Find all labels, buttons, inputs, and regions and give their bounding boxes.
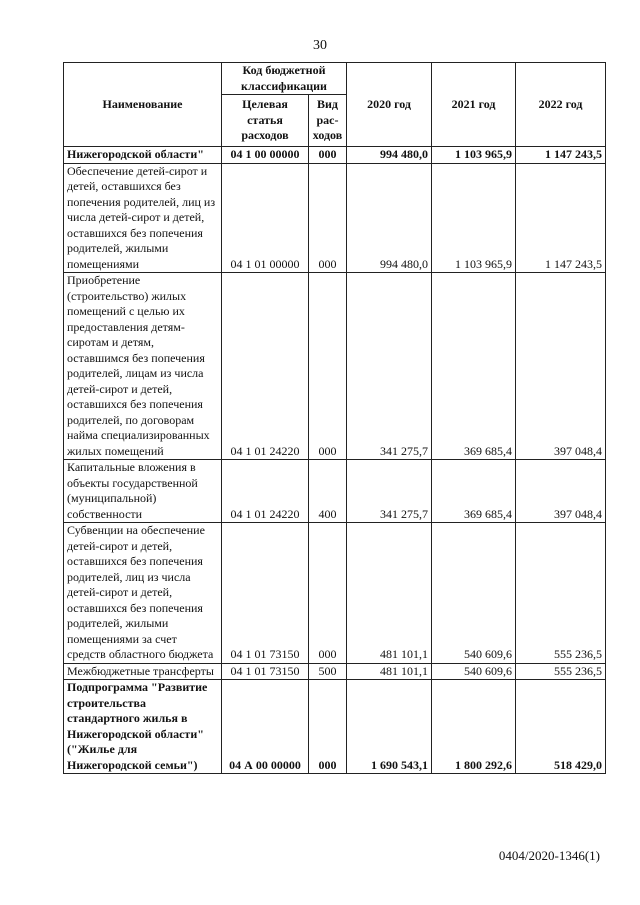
header-2021: 2021 год	[432, 63, 516, 147]
row-value-2020: 341 275,7	[347, 273, 432, 460]
header-2022: 2022 год	[516, 63, 606, 147]
table-row	[64, 147, 606, 164]
row-kind-code: 000	[309, 680, 347, 774]
row-name: Обеспечение детей-сирот и детей, оставшихся без попечения родителей, лиц из числа детей-сирот и детей, оставшихся без попечения родителей, жилыми помещениями	[64, 163, 222, 273]
row-value-2022: 555 236,5	[516, 523, 606, 664]
table-row	[64, 273, 606, 460]
row-value-2020: 341 275,7	[347, 460, 432, 523]
table-row	[64, 663, 606, 680]
row-value-2022: 397 048,4	[516, 460, 606, 523]
row-value-2022: 1 147 243,5	[516, 147, 606, 164]
row-value-2020: 994 480,0	[347, 163, 432, 273]
row-value-2021: 1 103 965,9	[432, 147, 516, 164]
row-name: Нижегородской области"	[64, 147, 222, 164]
row-value-2022: 1 147 243,5	[516, 163, 606, 273]
row-name: Приобретение (строительство) жилых помещений с целью их предоставления детям-сиротам и детям, оставшимся без попечения родителей, лицам из числа детей-сирот и детей, оставшихся без попечения родителей, по договорам найма специализированных жилых помещений	[64, 273, 222, 460]
row-value-2022: 555 236,5	[516, 663, 606, 680]
page-number: 30	[313, 38, 327, 53]
row-kind-code: 000	[309, 163, 347, 273]
header-name: Наименование	[64, 63, 222, 147]
row-value-2021: 540 609,6	[432, 523, 516, 664]
row-target-code: 04 А 00 00000	[222, 680, 309, 774]
row-name: Субвенции на обеспечение детей-сирот и детей, оставшихся без попечения родителей, лиц из числа детей-сирот и детей, оставшихся без попечения родителей, жилыми помещениями за счет средств областного бюджета	[64, 523, 222, 664]
header-kind: Вид рас-ходов	[309, 95, 347, 147]
row-value-2020: 481 101,1	[347, 523, 432, 664]
row-value-2020: 481 101,1	[347, 663, 432, 680]
row-target-code: 04 1 01 24220	[222, 273, 309, 460]
table-row	[64, 680, 606, 774]
budget-table	[63, 62, 606, 774]
header-code-group: Код бюджетной классификации	[222, 63, 347, 95]
row-name: Межбюджетные трансферты	[64, 663, 222, 680]
row-target-code: 04 1 01 73150	[222, 663, 309, 680]
document-code: 0404/2020-1346(1)	[498, 848, 600, 863]
table-row	[64, 460, 606, 523]
table-row	[64, 163, 606, 273]
table-body	[64, 147, 606, 774]
row-value-2021: 540 609,6	[432, 663, 516, 680]
row-value-2022: 518 429,0	[516, 680, 606, 774]
row-value-2022: 397 048,4	[516, 273, 606, 460]
row-name: Капитальные вложения в объекты государственной (муниципальной) собственности	[64, 460, 222, 523]
row-kind-code: 000	[309, 147, 347, 164]
row-value-2021: 1 800 292,6	[432, 680, 516, 774]
row-target-code: 04 1 01 00000	[222, 163, 309, 273]
table-row	[64, 523, 606, 664]
row-target-code: 04 1 01 24220	[222, 460, 309, 523]
row-target-code: 04 1 00 00000	[222, 147, 309, 164]
row-kind-code: 400	[309, 460, 347, 523]
row-kind-code: 500	[309, 663, 347, 680]
row-value-2021: 369 685,4	[432, 273, 516, 460]
row-value-2021: 1 103 965,9	[432, 163, 516, 273]
row-kind-code: 000	[309, 523, 347, 664]
row-target-code: 04 1 01 73150	[222, 523, 309, 664]
row-value-2020: 1 690 543,1	[347, 680, 432, 774]
row-value-2020: 994 480,0	[347, 147, 432, 164]
row-name: Подпрограмма "Развитие строительства стандартного жилья в Нижегородской области" ("Жилье для Нижегородской семьи")	[64, 680, 222, 774]
header-2020: 2020 год	[347, 63, 432, 147]
header-target: Целевая статья расходов	[222, 95, 309, 147]
row-value-2021: 369 685,4	[432, 460, 516, 523]
row-kind-code: 000	[309, 273, 347, 460]
